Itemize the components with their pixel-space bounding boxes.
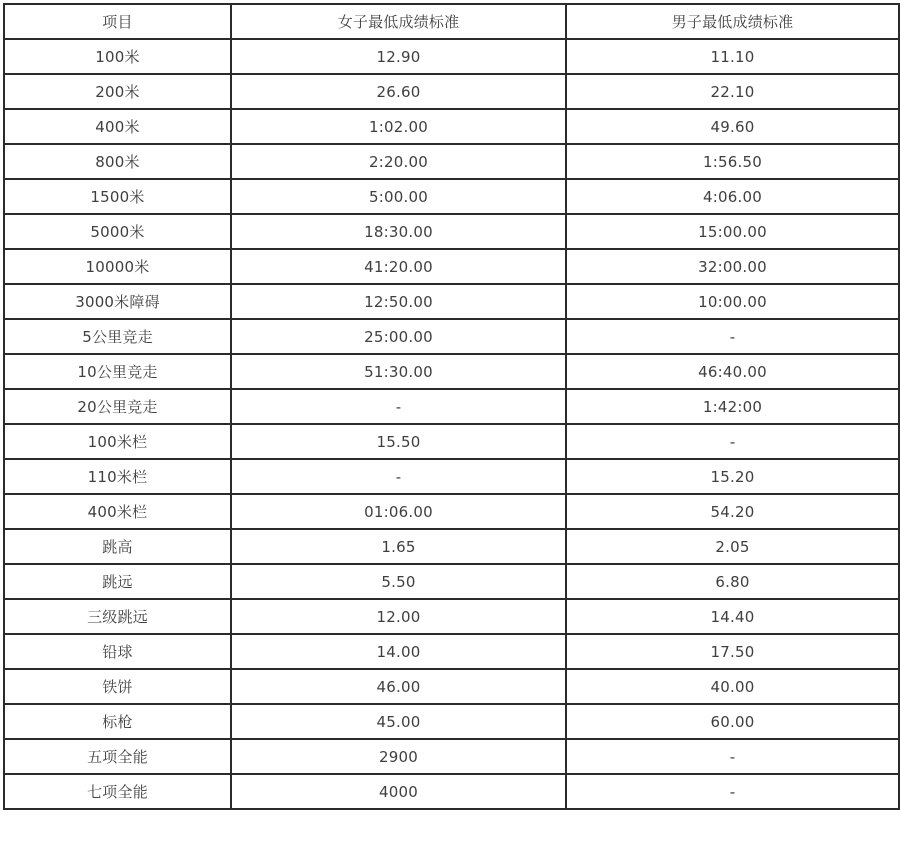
event-cell: 1500米 — [4, 179, 231, 214]
women-standard-cell: 12:50.00 — [231, 284, 566, 319]
column-header-event: 项目 — [4, 4, 231, 39]
women-standard-cell: 45.00 — [231, 704, 566, 739]
men-standard-cell: - — [566, 424, 899, 459]
table-row — [4, 669, 899, 704]
men-standard-cell: 49.60 — [566, 109, 899, 144]
men-standard-cell: 11.10 — [566, 39, 899, 74]
women-standard-cell: 5.50 — [231, 564, 566, 599]
table-row — [4, 74, 899, 109]
table-row — [4, 144, 899, 179]
men-standard-cell: 40.00 — [566, 669, 899, 704]
men-standard-cell: - — [566, 739, 899, 774]
women-standard-cell: 01:06.00 — [231, 494, 566, 529]
men-standard-cell: 22.10 — [566, 74, 899, 109]
women-standard-cell: 18:30.00 — [231, 214, 566, 249]
table-row — [4, 109, 899, 144]
table-row — [4, 774, 899, 809]
men-standard-cell: 4:06.00 — [566, 179, 899, 214]
event-cell: 100米 — [4, 39, 231, 74]
women-standard-cell: 2:20.00 — [231, 144, 566, 179]
event-cell: 110米栏 — [4, 459, 231, 494]
table-row — [4, 564, 899, 599]
column-header-men-standard: 男子最低成绩标准 — [566, 4, 899, 39]
men-standard-cell: 46:40.00 — [566, 354, 899, 389]
event-cell: 10000米 — [4, 249, 231, 284]
event-cell: 三级跳远 — [4, 599, 231, 634]
table-row — [4, 214, 899, 249]
column-header-women-standard: 女子最低成绩标准 — [231, 4, 566, 39]
women-standard-cell: 12.90 — [231, 39, 566, 74]
table-row — [4, 354, 899, 389]
women-standard-cell: 14.00 — [231, 634, 566, 669]
header-row — [4, 4, 899, 39]
women-standard-cell: 2900 — [231, 739, 566, 774]
table-row — [4, 389, 899, 424]
men-standard-cell: 1:42:00 — [566, 389, 899, 424]
event-cell: 七项全能 — [4, 774, 231, 809]
table-row — [4, 494, 899, 529]
event-cell: 3000米障碍 — [4, 284, 231, 319]
men-standard-cell: 10:00.00 — [566, 284, 899, 319]
event-cell: 铅球 — [4, 634, 231, 669]
event-cell: 10公里竞走 — [4, 354, 231, 389]
table-row — [4, 459, 899, 494]
event-cell: 400米栏 — [4, 494, 231, 529]
event-cell: 200米 — [4, 74, 231, 109]
table-row — [4, 284, 899, 319]
women-standard-cell: 51:30.00 — [231, 354, 566, 389]
event-cell: 5000米 — [4, 214, 231, 249]
men-standard-cell: 54.20 — [566, 494, 899, 529]
standards-table — [3, 3, 900, 810]
event-cell: 100米栏 — [4, 424, 231, 459]
men-standard-cell: 32:00.00 — [566, 249, 899, 284]
women-standard-cell: - — [231, 459, 566, 494]
men-standard-cell: 2.05 — [566, 529, 899, 564]
table-row — [4, 39, 899, 74]
women-standard-cell: 12.00 — [231, 599, 566, 634]
table-row — [4, 739, 899, 774]
men-standard-cell: 14.40 — [566, 599, 899, 634]
women-standard-cell: 1.65 — [231, 529, 566, 564]
women-standard-cell: 15.50 — [231, 424, 566, 459]
men-standard-cell: - — [566, 774, 899, 809]
men-standard-cell: - — [566, 319, 899, 354]
women-standard-cell: 25:00.00 — [231, 319, 566, 354]
men-standard-cell: 17.50 — [566, 634, 899, 669]
table-body — [4, 39, 899, 809]
table-row — [4, 599, 899, 634]
women-standard-cell: 26.60 — [231, 74, 566, 109]
men-standard-cell: 6.80 — [566, 564, 899, 599]
women-standard-cell: 46.00 — [231, 669, 566, 704]
table-row — [4, 319, 899, 354]
women-standard-cell: 4000 — [231, 774, 566, 809]
event-cell: 跳高 — [4, 529, 231, 564]
event-cell: 20公里竞走 — [4, 389, 231, 424]
table-row — [4, 249, 899, 284]
table-row — [4, 529, 899, 564]
men-standard-cell: 60.00 — [566, 704, 899, 739]
men-standard-cell: 1:56.50 — [566, 144, 899, 179]
event-cell: 五项全能 — [4, 739, 231, 774]
table-row — [4, 424, 899, 459]
event-cell: 5公里竞走 — [4, 319, 231, 354]
table-row — [4, 179, 899, 214]
women-standard-cell: 1:02.00 — [231, 109, 566, 144]
women-standard-cell: 41:20.00 — [231, 249, 566, 284]
women-standard-cell: 5:00.00 — [231, 179, 566, 214]
table-row — [4, 704, 899, 739]
women-standard-cell: - — [231, 389, 566, 424]
men-standard-cell: 15:00.00 — [566, 214, 899, 249]
event-cell: 铁饼 — [4, 669, 231, 704]
event-cell: 标枪 — [4, 704, 231, 739]
event-cell: 跳远 — [4, 564, 231, 599]
event-cell: 800米 — [4, 144, 231, 179]
event-cell: 400米 — [4, 109, 231, 144]
table-row — [4, 634, 899, 669]
men-standard-cell: 15.20 — [566, 459, 899, 494]
